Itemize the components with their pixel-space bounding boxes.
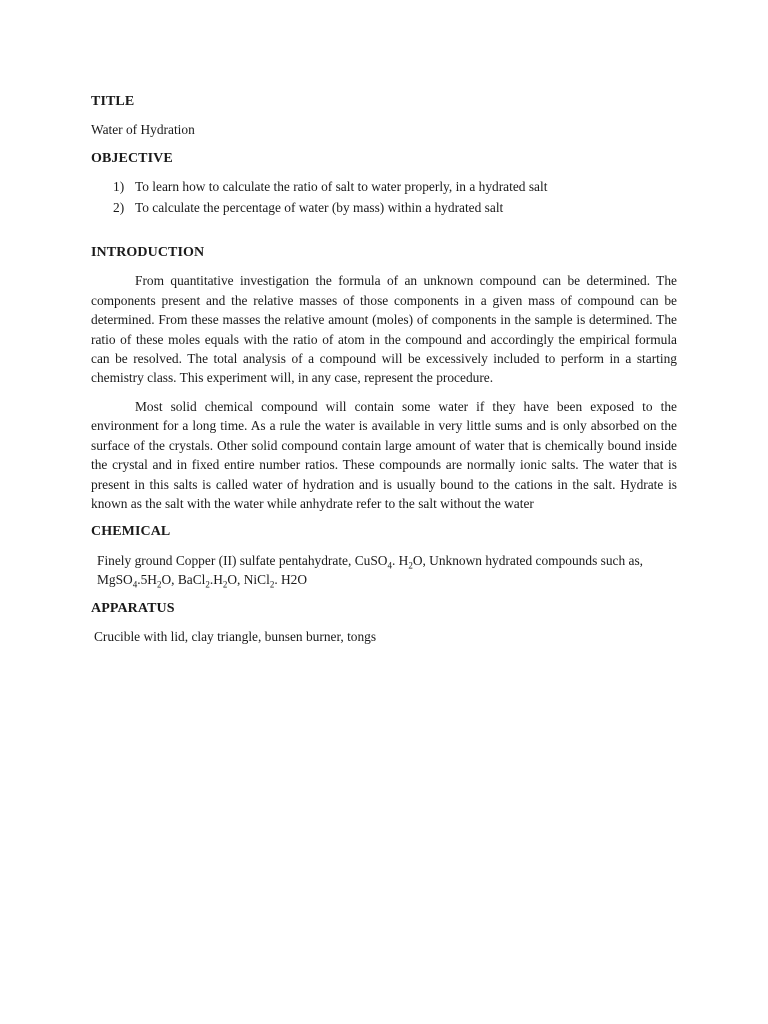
introduction-paragraph-1: From quantitative investigation the formula of an unknown compound can be determined. The components present and the relative masses of those components in a given mass of compound can be determined. From these masses the relative amount (moles) of components in the sample is determined. The ratio of these moles equals with the ratio of atom in the compound and accordingly the empirical formula can be resolved. The total analysis of a compound will be excessively included to perform in a starting chemistry class. This experiment will, in any case, represent the procedure. — [91, 273, 677, 386]
objective-heading: OBJECTIVE — [91, 150, 173, 166]
title-text: Water of Hydration — [91, 122, 195, 138]
introduction-paragraph-2: Most solid chemical compound will contain some water if they have been exposed to the environment for a long time. As a rule the water is available in very little sums and is only absorbed on the surface of the crystals. Other solid compound contain large amount of water that is chemically bound inside the crystal and in fixed entire number ratios. These compounds are normally ionic salts. The water that is present in this salts is called water of hydration and is usually bound to the cations in the salt. Hydrate is known as the salt with the water while anhydrate refer to the salt without the water — [91, 398, 677, 511]
objective-list — [91, 177, 677, 217]
objective-item-2 — [91, 198, 677, 217]
objective-item-number: 1) — [113, 179, 125, 195]
objective-item-text: To learn how to calculate the ratio of salt to water properly, in a hydrated salt — [135, 179, 548, 195]
document-page — [91, 92, 677, 646]
title-heading: TITLE — [91, 94, 135, 109]
objective-item-number: 2) — [113, 199, 125, 215]
chemical-heading: CHEMICAL — [91, 524, 171, 540]
objective-item-1 — [91, 177, 677, 196]
chemical-text: Finely ground Copper (II) sulfate pentahydrate, CuSO$_4$. $H_2O$, Unknown hydrated compounds such as, $MgSO_4.5H_2O$, $BaCl_2.H_2O$, NiCl$_2$. H2O — [97, 552, 644, 590]
objective-item-text: To calculate the percentage of water (by mass) within a hydrated salt — [135, 199, 504, 215]
introduction-heading: INTRODUCTION — [91, 245, 205, 261]
apparatus-heading: APPARATUS — [91, 600, 175, 616]
apparatus-text: Crucible with lid, clay triangle, bunsen burner, tongs — [94, 628, 377, 644]
